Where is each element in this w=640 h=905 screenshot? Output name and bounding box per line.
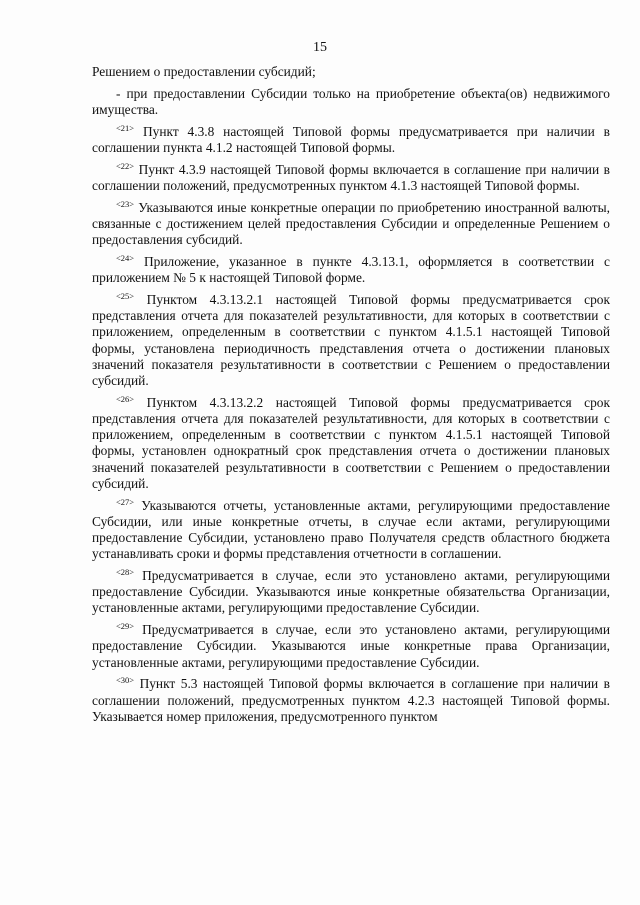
footnote-text: Указываются иные конкретные операции по приобретению иностранной валюты, связанные с достижением целей предоставления Субсидии и определенные Решением о предоставления субсидий. — [92, 199, 610, 248]
page-number: 15 — [313, 40, 327, 55]
footnote-text: Пункт 5.3 настоящей Типовой формы включается в соглашение при наличии в соглашении положений, предусмотренных пунктом 4.2.3 настоящей Типовой формы. Указывается номер приложения, предусмотренного пунктом — [92, 676, 610, 724]
footnote-22 — [92, 162, 610, 194]
footnote-text: Предусматривается в случае, если это установлено актами, регулирующими предоставление Субсидии. Указываются иные конкретные права Организации, установленные актами, регулирующими предоставление Субсидии. — [92, 622, 610, 670]
footnote-marker: <21> — [116, 122, 135, 133]
footnote-text: Приложение, указанное в пункте 4.3.13.1, оформляется в соответствии с приложением № 5 к настоящей Типовой форме. — [92, 254, 610, 286]
footnote-27 — [92, 498, 610, 563]
footnote-marker: <29> — [116, 621, 135, 632]
footnote-30 — [92, 676, 610, 725]
footnote-marker: <24> — [116, 253, 135, 263]
paragraph-list-item — [92, 86, 610, 118]
paragraph-text: Решением о предоставлении субсидий; — [92, 64, 316, 79]
footnote-marker: <26> — [116, 393, 135, 404]
footnote-text: Пункт 4.3.9 настоящей Типовой формы включается в соглашение при наличии в соглашении положений, предусмотренных пунктом 4.1.3 настоящей Типовой формы. — [92, 161, 610, 193]
footnote-28 — [92, 568, 610, 617]
document-body — [92, 64, 610, 731]
footnote-23 — [92, 200, 610, 249]
footnote-text: Пунктом 4.3.13.2.2 настоящей Типовой формы предусматривается срок представления отчета для показателей результативности, для которых в соответствии с приложением, определенным в соответствии с пунктом 4.1.5.1 настоящей Типовой формы, установлен однократный срок представления отчета о достижении плановых значений показателей результативности в соответствии с Решением о предоставлении субсидий. — [92, 394, 610, 491]
footnote-text: Пунктом 4.3.13.2.1 настоящей Типовой формы предусматривается срок представления отчета для показателей результативности, для которых в соответствии с приложением, определенным в соответствии с пунктом 4.1.5.1 настоящей Типовой формы, установлена периодичность представления отчета о достижении плановых значений показателя результативности в соответствии с Решением о предоставлении субсидий. — [92, 292, 610, 389]
paragraph-text: - при предоставлении Субсидии только на приобретение объекта(ов) недвижимого имущества. — [92, 85, 610, 117]
footnote-text: Предусматривается в случае, если это установлено актами, регулирующими предоставление Субсидии. Указываются иные конкретные обязательства Организации, установленные актами, регулирующими предоставление Субсидии. — [92, 568, 610, 616]
footnote-29 — [92, 622, 610, 671]
footnote-24 — [92, 254, 610, 286]
footnote-26 — [92, 395, 610, 492]
footnote-21 — [92, 124, 610, 156]
footnote-marker: <28> — [116, 567, 135, 578]
footnote-text: Пункт 4.3.8 настоящей Типовой формы предусматривается при наличии в соглашении пункта 4.1.2 настоящей Типовой формы. — [92, 123, 610, 155]
footnote-marker: <22> — [116, 160, 135, 171]
footnote-text: Указываются отчеты, установленные актами, регулирующими предоставление Субсидии, или иные конкретные отчеты, в случае если актами, регулирующими предоставление Субсидии, установлено право Получателя средств областного бюджета устанавливать сроки и формы представления отчетности в соглашении. — [92, 497, 610, 562]
footnote-marker: <30> — [116, 675, 135, 686]
paragraph-continuation — [92, 64, 610, 80]
footnote-marker: <25> — [116, 291, 135, 301]
footnote-marker: <27> — [116, 496, 135, 507]
footnote-marker: <23> — [116, 198, 135, 209]
footnote-25 — [92, 292, 610, 389]
